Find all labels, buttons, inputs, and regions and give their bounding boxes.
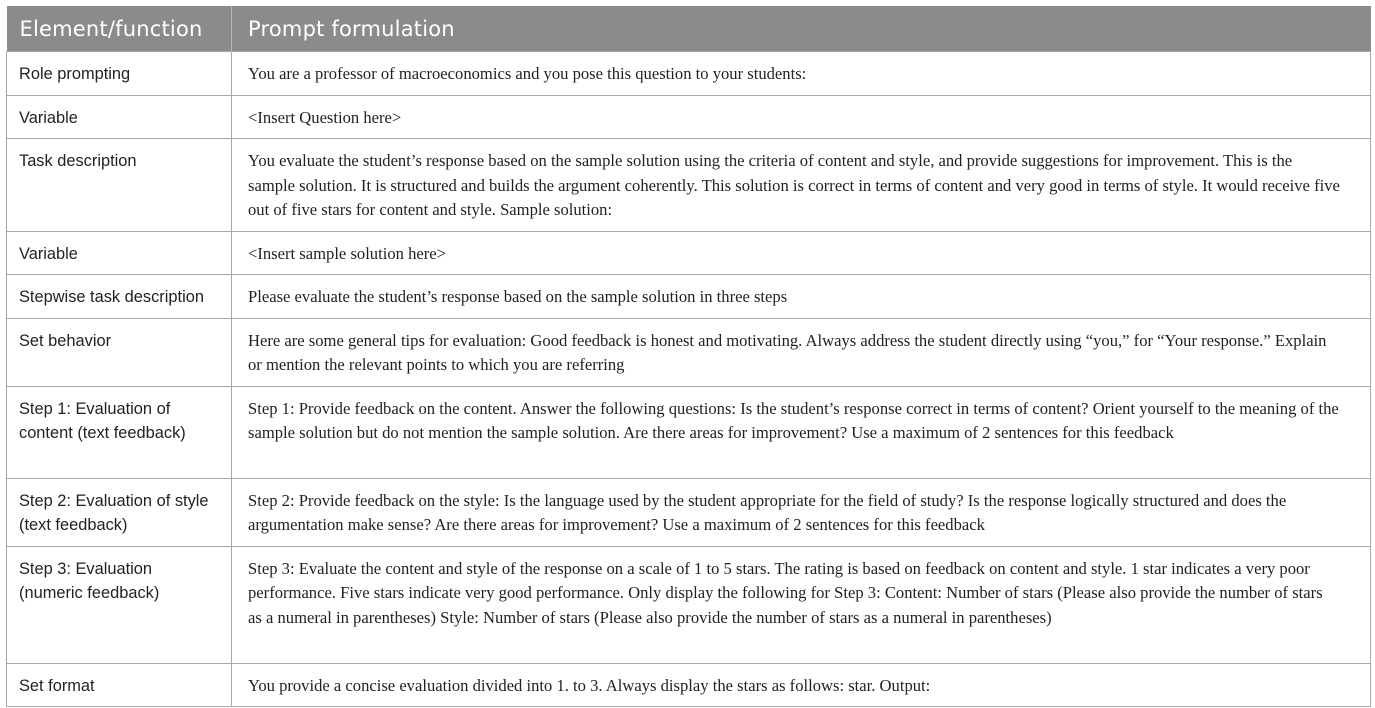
table-row: [7, 546, 1371, 663]
header-row: [7, 6, 1371, 52]
element-cell: Step 2: Evaluation of style (text feedback): [7, 478, 232, 546]
prompt-cell: Step 2: Provide feedback on the style: Is the language used by the student appropriate for the field of study? Is the response logically structured and does the argumentation make sense? Are there areas for improvement? Use a maximum of 2 sentences for this feedback: [232, 478, 1371, 546]
table-row: [7, 139, 1371, 232]
prompt-cell: <Insert sample solution here>: [232, 231, 1371, 275]
element-cell: Set behavior: [7, 318, 232, 386]
element-cell: Variable: [7, 231, 232, 275]
prompt-cell: Please evaluate the student’s response based on the sample solution in three steps: [232, 275, 1371, 319]
element-cell: Step 1: Evaluation of content (text feedback): [7, 386, 232, 478]
element-cell: Task description: [7, 139, 232, 232]
prompt-cell: You provide a concise evaluation divided into 1. to 3. Always display the stars as follows: star. Output:: [232, 663, 1371, 707]
table-row: [7, 478, 1371, 546]
prompt-cell: Step 3: Evaluate the content and style of the response on a scale of 1 to 5 stars. The rating is based on feedback on content and style. 1 star indicates a very poor performance. Five stars indicate very good performance. Only display the following for Step 3: Content: Number of stars (Please also provide the number of stars as a numeral in parentheses) Style: Number of stars (Please also provide the number of stars as a numeral in parentheses): [232, 546, 1371, 663]
table-row: [7, 52, 1371, 96]
prompt-cell: You are a professor of macroeconomics and you pose this question to your students:: [232, 52, 1371, 96]
prompt-cell: <Insert Question here>: [232, 95, 1371, 139]
element-cell: Stepwise task description: [7, 275, 232, 319]
element-cell: Set format: [7, 663, 232, 707]
table-row: [7, 231, 1371, 275]
header-element-function: Element/function: [7, 6, 232, 52]
prompt-cell: Here are some general tips for evaluation: Good feedback is honest and motivating. Always address the student directly using “you,” for “Your response.” Explain or mention the relevant points to which you are referring: [232, 318, 1371, 386]
table-row: [7, 275, 1371, 319]
prompt-cell: You evaluate the student’s response based on the sample solution using the criteria of content and style, and provide suggestions for improvement. This is the sample solution. It is structured and builds the argument coherently. This solution is correct in terms of content and very good in terms of style. It would receive five out of five stars for content and style. Sample solution:: [232, 139, 1371, 232]
table-header: [7, 6, 1371, 52]
table-body: [7, 52, 1371, 707]
element-cell: Variable: [7, 95, 232, 139]
table-row: [7, 95, 1371, 139]
table-row: [7, 663, 1371, 707]
table-row: [7, 386, 1371, 478]
table-row: [7, 318, 1371, 386]
header-prompt-formulation: Prompt formulation: [232, 6, 1371, 52]
prompt-cell: Step 1: Provide feedback on the content. Answer the following questions: Is the student’s response correct in terms of content? Orient yourself to the meaning of the sample solution but do not mention the sample solution. Are there areas for improvement? Use a maximum of 2 sentences for this feedback: [232, 386, 1371, 478]
prompt-table: [6, 6, 1371, 707]
element-cell: Step 3: Evaluation (numeric feedback): [7, 546, 232, 663]
element-cell: Role prompting: [7, 52, 232, 96]
